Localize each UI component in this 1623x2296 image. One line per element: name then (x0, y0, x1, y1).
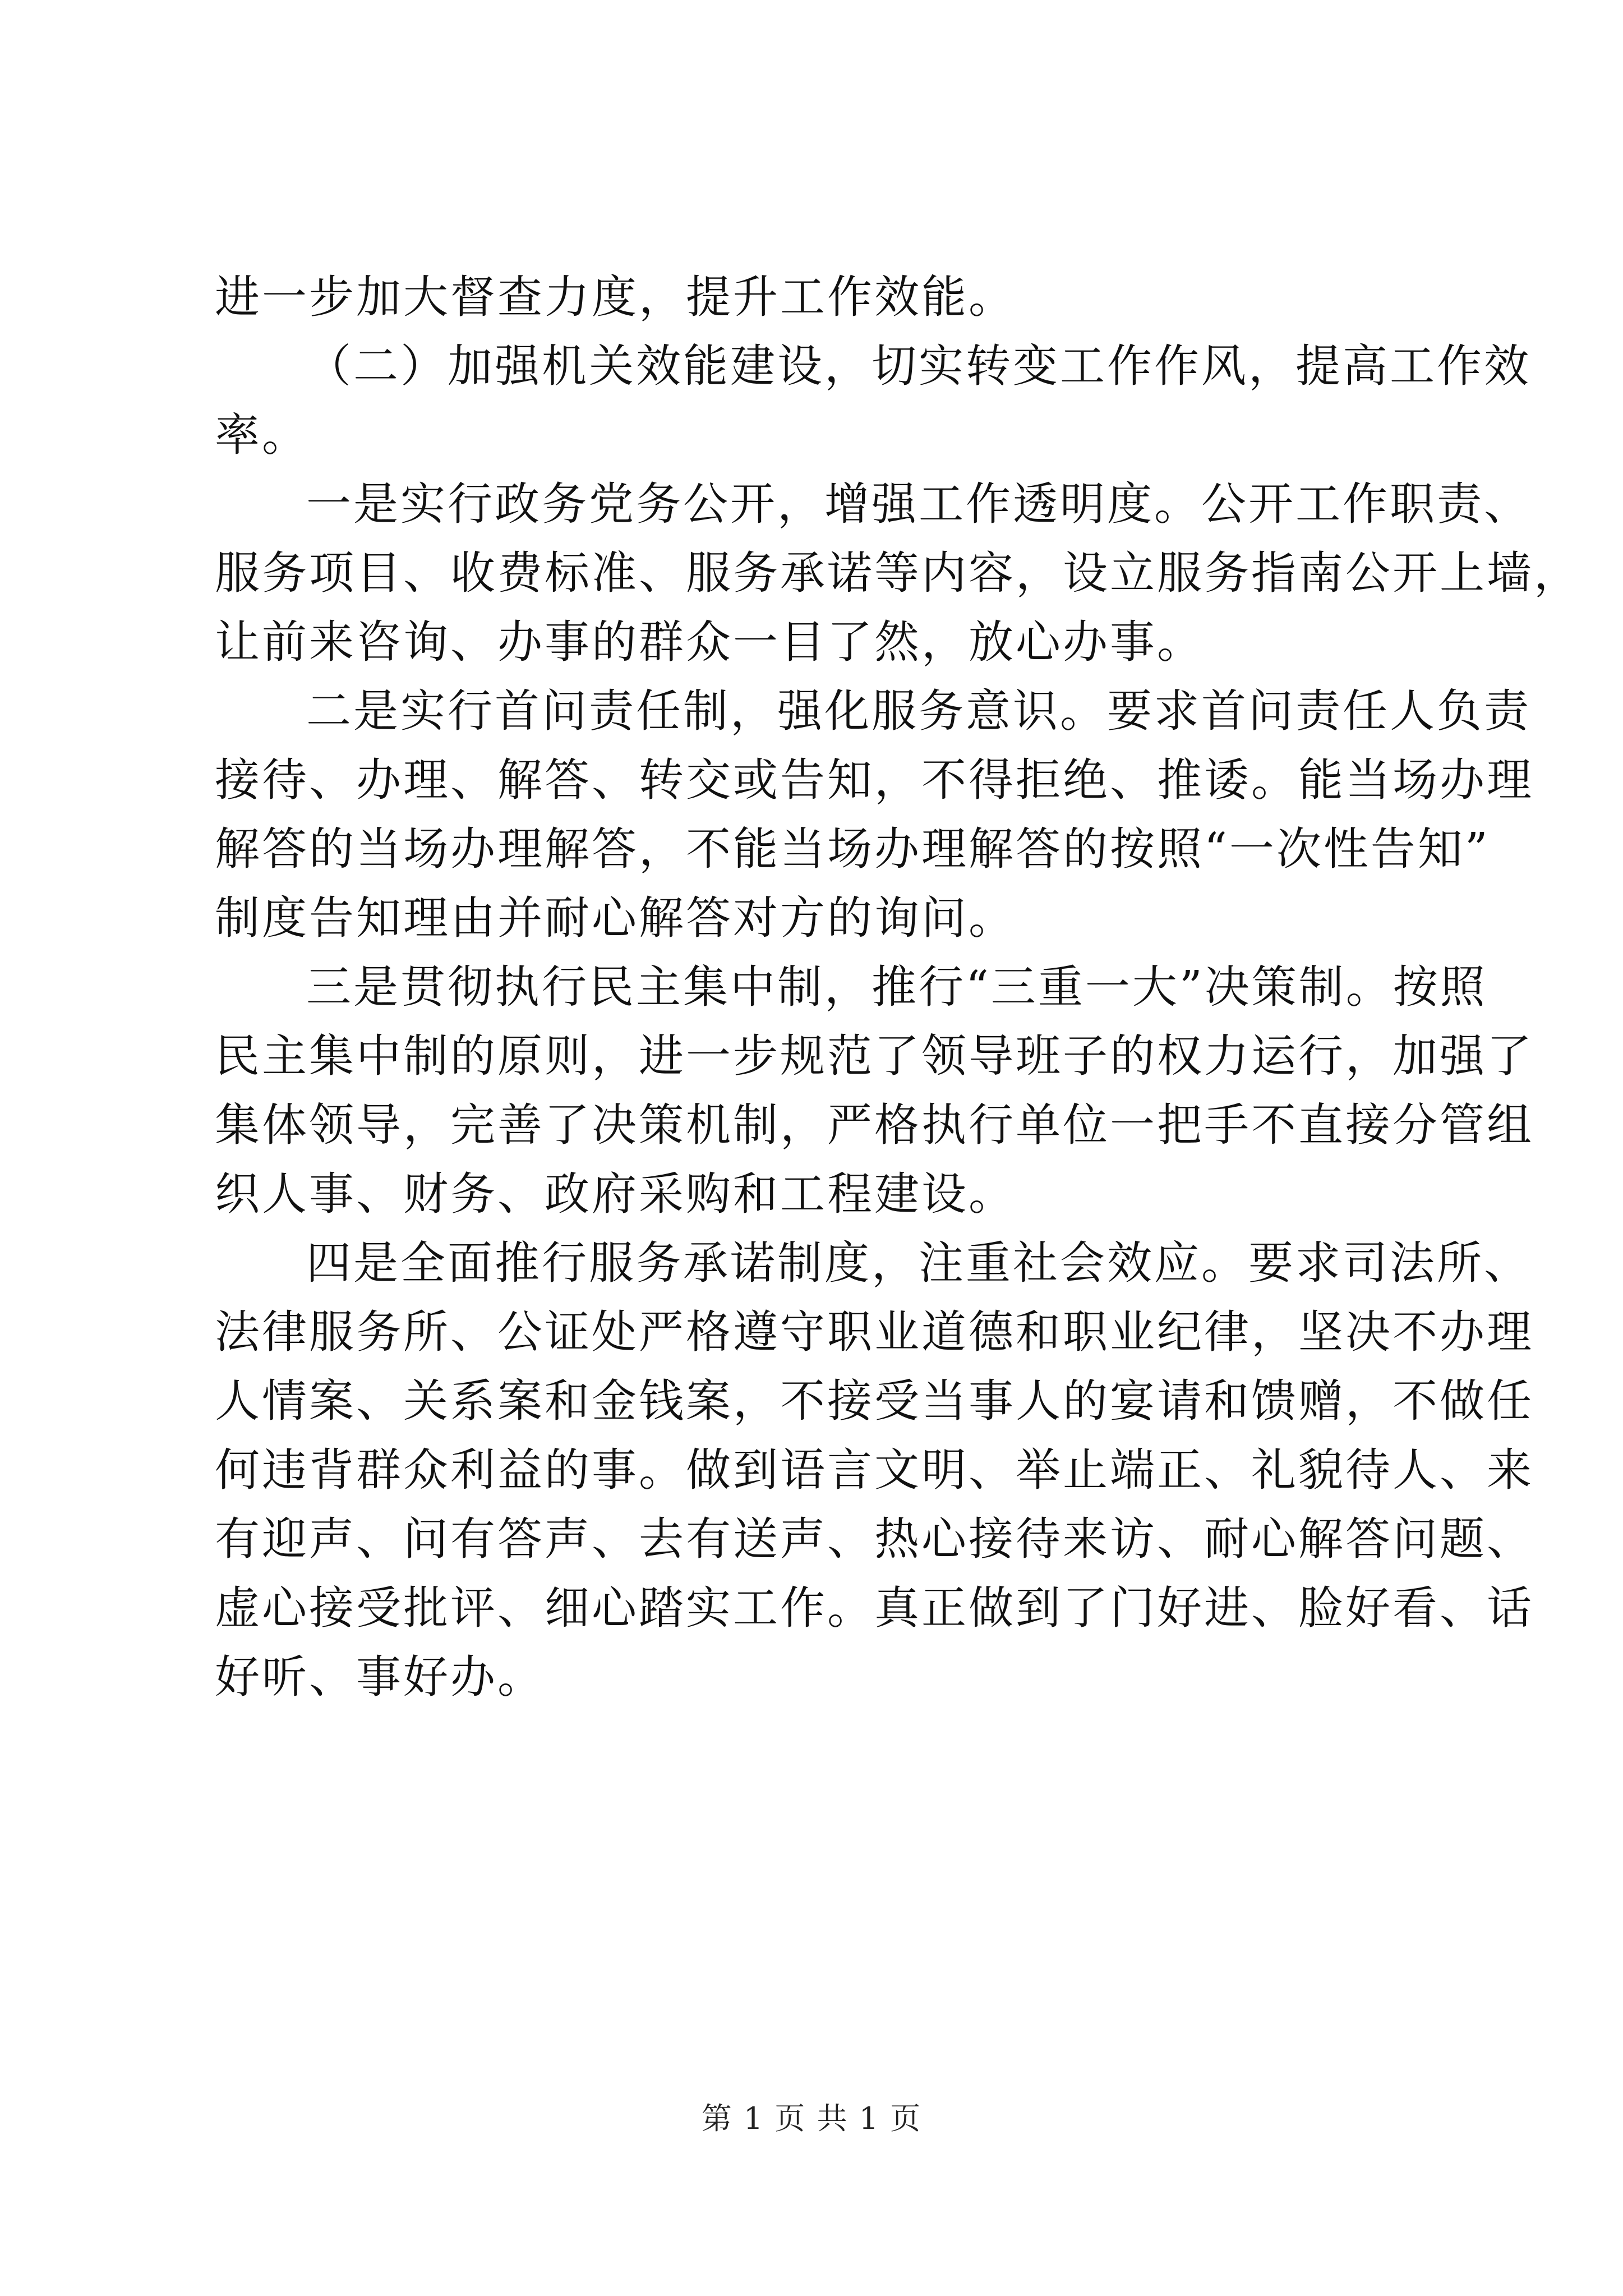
paragraph-line: 服务项目、收费标准、服务承诺等内容，设立服务指南公开上墙， (215, 547, 1581, 599)
document-body (215, 263, 1581, 1711)
paragraph-line: 进一步加大督查力度，提升工作效能。 (215, 271, 1016, 323)
paragraph-line: 制度告知理由并耐心解答对方的询问。 (215, 892, 1016, 944)
paragraph-line: 三是贯彻执行民主集中制，推行“三重一大”决策制。按照 (306, 961, 1487, 1013)
paragraph-line: 四是全面推行服务承诺制度，注重社会效应。要求司法所、 (306, 1237, 1531, 1289)
paragraph-line: 织人事、财务、政府采购和工程建设。 (215, 1168, 1016, 1220)
paragraph-line: 集体领导，完善了决策机制，严格执行单位一把手不直接分管组 (215, 1099, 1534, 1151)
paragraph-line: 何违背群众利益的事。做到语言文明、举止端正、礼貌待人、来 (215, 1444, 1534, 1496)
paragraph-line: 二是实行首问责任制，强化服务意识。要求首问责任人负责 (306, 685, 1531, 737)
section-heading-line: （二）加强机关效能建设，切实转变工作作风，提高工作效 (306, 340, 1531, 392)
paragraph-line: 一是实行政务党务公开，增强工作透明度。公开工作职责、 (306, 478, 1531, 530)
paragraph-line: 解答的当场办理解答，不能当场办理解答的按照“一次性告知” (215, 823, 1490, 875)
section-heading-line: 率。 (215, 409, 309, 461)
paragraph-line: 好听、事好办。 (215, 1651, 545, 1703)
paragraph-line: 有迎声、问有答声、去有送声、热心接待来访、耐心解答问题、 (215, 1513, 1534, 1565)
page-number-footer: 第 1 页 共 1 页 (701, 2101, 922, 2136)
paragraph-line: 人情案、关系案和金钱案，不接受当事人的宴请和馈赠，不做任 (215, 1375, 1534, 1427)
paragraph-line: 法律服务所、公证处严格遵守职业道德和职业纪律，坚决不办理 (215, 1306, 1534, 1358)
paragraph-line: 让前来咨询、办事的群众一目了然，放心办事。 (215, 616, 1204, 668)
paragraph-line: 虚心接受批评、细心踏实工作。真正做到了门好进、脸好看、话 (215, 1582, 1534, 1634)
paragraph-line: 接待、办理、解答、转交或告知，不得拒绝、推诿。能当场办理 (215, 754, 1534, 806)
paragraph-line: 民主集中制的原则，进一步规范了领导班子的权力运行，加强了 (215, 1030, 1534, 1082)
